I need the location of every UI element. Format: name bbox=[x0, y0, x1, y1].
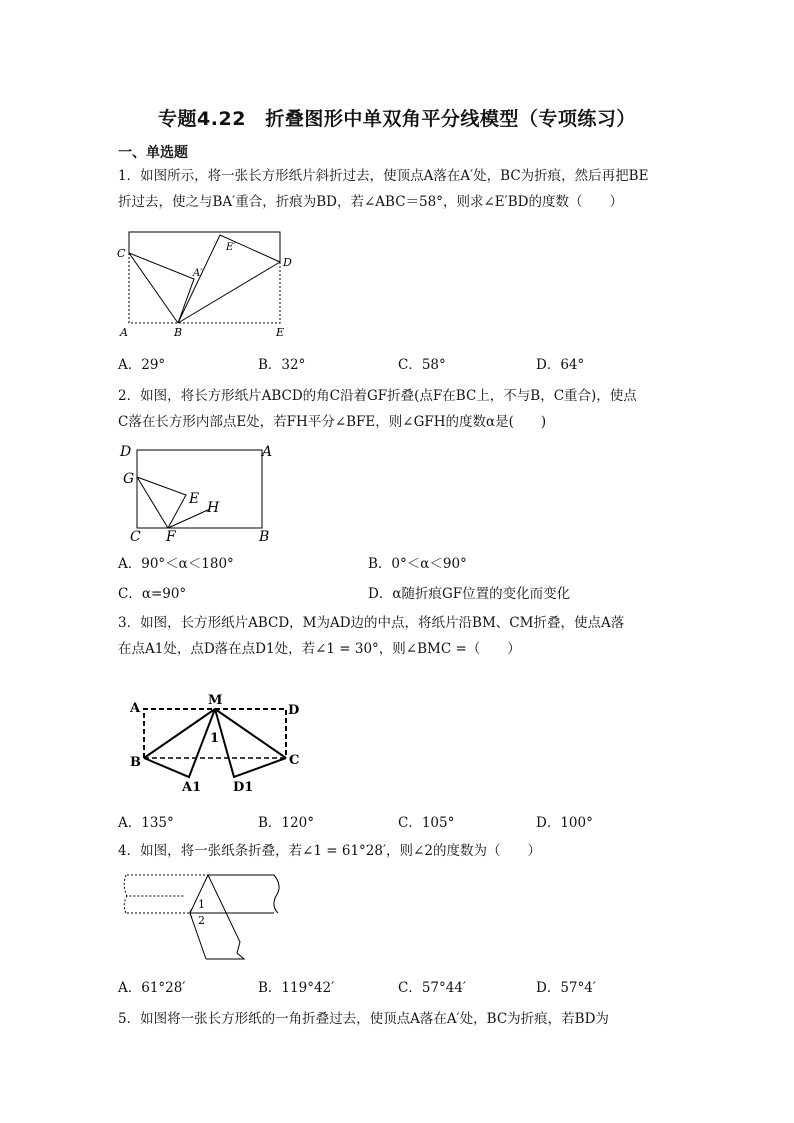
question-1-line-1: 1．如图所示，将一张长方形纸片斜折过去，使顶点A落在A′处，BC为折痕，然后再把BE bbox=[118, 168, 649, 184]
section-heading: 一、单选题 bbox=[118, 145, 188, 161]
q3-label-a: A bbox=[130, 701, 141, 716]
question-3-line-1: 3．如图，长方形纸片ABCD，M为AD边的中点，将纸片沿BM、CM折叠，使点A落 bbox=[118, 615, 625, 631]
question-1-line-2: 折过去，使之与BA′重合，折痕为BD，若∠ABC＝58°，则求∠E′BD的度数（ ） bbox=[118, 194, 623, 210]
q2-label-a: A bbox=[262, 444, 273, 460]
question-2-line-1: 2．如图，将长方形纸片ABCD的角C沿着GF折叠(点F在BC上，不与B，C重合)，使点 bbox=[118, 388, 637, 404]
question-1-text bbox=[118, 163, 688, 215]
question-5-text bbox=[118, 1006, 688, 1032]
q3-option-d[interactable]: D．100° bbox=[536, 815, 593, 831]
q3-label-a1: A1 bbox=[182, 780, 202, 795]
q1-label-d: D bbox=[283, 256, 292, 269]
q1-label-e-prime: E′ bbox=[226, 242, 236, 253]
q1-rect-dashed bbox=[129, 253, 280, 323]
q2-fold bbox=[137, 477, 186, 528]
q3-label-d1: D1 bbox=[233, 780, 254, 795]
q3-option-a[interactable]: A．135° bbox=[118, 815, 174, 831]
question-3-figure bbox=[126, 688, 306, 796]
q4-label-angle-2: 2 bbox=[198, 914, 205, 927]
q1-fold-ca bbox=[129, 253, 194, 323]
q1-label-a-prime: A′ bbox=[193, 268, 203, 279]
q2-bisector-fh bbox=[168, 509, 210, 528]
q3-flap-a1 bbox=[144, 709, 215, 777]
question-3-text bbox=[118, 610, 688, 662]
q1-option-c[interactable]: C．58° bbox=[398, 357, 446, 373]
q2-option-d[interactable]: D．α随折痕GF位置的变化而变化 bbox=[368, 586, 571, 602]
q4-label-angle-1: 1 bbox=[198, 898, 205, 911]
page-title: 专题4.22 折叠图形中单双角平分线模型（专项练习） bbox=[158, 108, 636, 130]
q2-option-b[interactable]: B．0°＜α＜90° bbox=[368, 556, 467, 572]
q2-label-d: D bbox=[120, 444, 132, 460]
q3-label-d: D bbox=[288, 703, 300, 718]
question-4-line-1: 4．如图，将一张纸条折叠，若∠1 = 61°28′，则∠2的度数为（ ） bbox=[118, 843, 541, 859]
q2-label-e: E bbox=[189, 491, 200, 507]
q1-label-c: C bbox=[117, 247, 126, 260]
q1-rect-solid bbox=[129, 232, 280, 323]
question-2-figure bbox=[118, 440, 278, 546]
q4-option-a[interactable]: A．61°28′ bbox=[118, 980, 186, 996]
q3-label-angle-1: 1 bbox=[210, 731, 220, 746]
q4-strip-top-left bbox=[124, 875, 185, 896]
q4-option-d[interactable]: D．57°4′ bbox=[536, 980, 596, 996]
q2-label-f: F bbox=[166, 529, 176, 545]
q2-option-a[interactable]: A．90°＜α＜180° bbox=[118, 556, 234, 572]
q4-option-b[interactable]: B．119°42′ bbox=[258, 980, 335, 996]
q2-label-h: H bbox=[207, 500, 220, 516]
q3-option-b[interactable]: B．120° bbox=[258, 815, 314, 831]
q1-option-b[interactable]: B．32° bbox=[258, 357, 306, 373]
question-2-line-2: C落在长方形内部点E处，若FH平分∠BFE，则∠GFH的度数α是( ) bbox=[118, 414, 547, 430]
question-4-text bbox=[118, 838, 688, 864]
question-2-text bbox=[118, 383, 688, 435]
q2-label-g: G bbox=[123, 471, 135, 487]
q1-option-d[interactable]: D．64° bbox=[536, 357, 585, 373]
q2-label-b: B bbox=[259, 529, 270, 545]
q3-label-b: B bbox=[130, 755, 141, 770]
question-5-line-1: 5．如图将一张长方形纸的一角折叠过去，使顶点A落在A′处，BC为折痕，若BD为 bbox=[118, 1011, 609, 1027]
q2-label-c: C bbox=[130, 529, 141, 545]
q3-flap-d1 bbox=[215, 709, 286, 777]
q3-label-m: M bbox=[208, 693, 223, 708]
q3-option-c[interactable]: C．105° bbox=[398, 815, 455, 831]
question-4-figure bbox=[118, 866, 288, 962]
question-1-figure bbox=[112, 226, 292, 344]
q1-option-a[interactable]: A．29° bbox=[118, 357, 166, 373]
question-3-line-2: 在点A1处，点D落在点D1处，若∠1 = 30°，则∠BMC =（ ） bbox=[118, 641, 521, 657]
q4-option-c[interactable]: C．57°44′ bbox=[398, 980, 467, 996]
q1-label-b: B bbox=[174, 326, 183, 339]
q1-label-a: A bbox=[120, 326, 128, 339]
q2-rect bbox=[137, 450, 262, 528]
q3-label-c: C bbox=[289, 753, 300, 768]
q2-option-c[interactable]: C．α=90° bbox=[118, 586, 187, 602]
q1-label-e: E bbox=[276, 326, 285, 339]
q4-fold-right bbox=[206, 875, 244, 959]
